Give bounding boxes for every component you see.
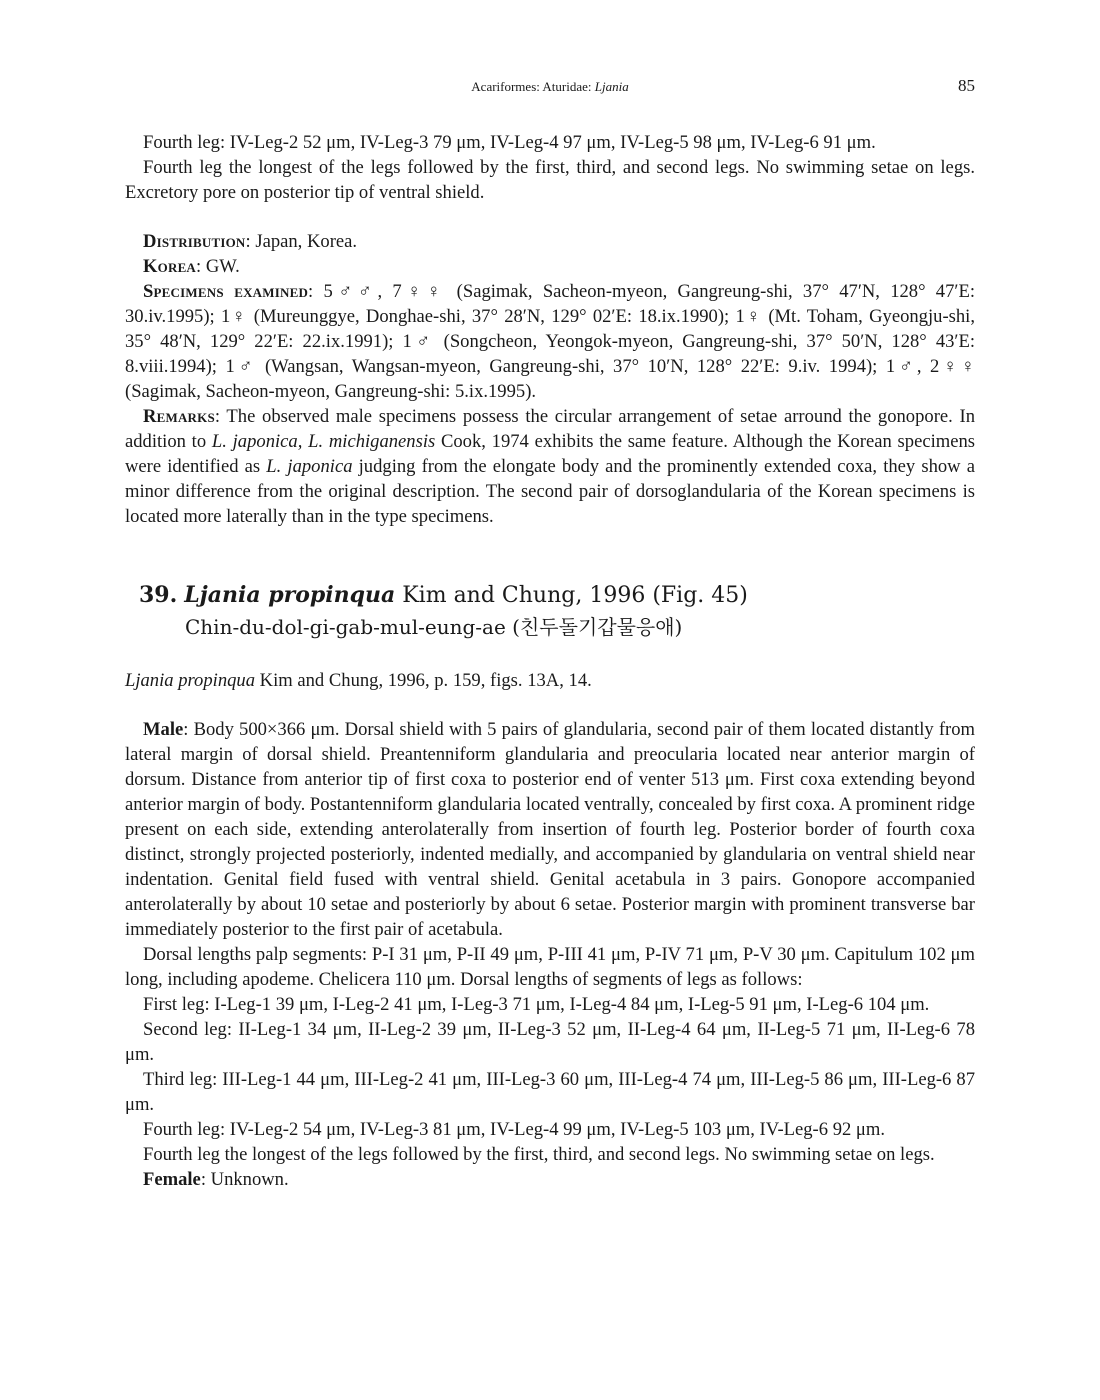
prev-fourth-leg: Fourth leg: IV-Leg-2 52 μm, IV-Leg-3 79 μm, IV-Leg-4 97 μm, IV-Leg-5 98 μm, IV-Leg-6 91 μm.: [143, 132, 876, 153]
palp-measurements: Dorsal lengths palp segments: P-I 31 μm, P-II 49 μm, P-III 41 μm, P-IV 71 μm, P-V 30 μm. Capitulum 102 μm long, including apodeme. Chelicera 110 μm. Dorsal lengths of segments of legs as follows:: [125, 944, 975, 990]
legs-order: Fourth leg the longest of the legs followed by the first, third, and second legs. No swimming setae on legs.: [143, 1144, 935, 1165]
running-head-genus: Ljania: [594, 79, 629, 94]
species-heading: [125, 579, 975, 612]
species-number: 39.: [139, 582, 178, 608]
species-authority: Kim and Chung, 1996 (Fig. 45): [395, 583, 748, 608]
fourth-leg: Fourth leg: IV-Leg-2 54 μm, IV-Leg-3 81 μm, IV-Leg-4 99 μm, IV-Leg-5 103 μm, IV-Leg-6 92 μm.: [143, 1119, 886, 1140]
page-number: 85: [958, 76, 975, 95]
specimens-examined: Specimens examined: 5♂♂, 7♀♀ (Sagimak, Sacheon-myeon, Gangreung-shi, 37° 47′N, 128° 47′E: 30.iv.1995); 1♀ (Mureunggye, Donghae-shi, 37° 28′N, 129° 02′E: 18.ix.1990); 1♀ (Mt. Toham, Gyeongju-shi, 35° 48′N, 129° 22′E: 22.ix.1991); 1♂ (Songcheon, Yeongok-myeon, Gangreung-shi, 37° 50′N, 128° 43′E: 8.viii.1994); 1♂ (Wangsan, Wangsan-myeon, Gangreung-shi, 37° 10′N, 128° 22′E: 9.iv. 1994); 1♂, 2♀♀ (Sagimak, Sacheon-myeon, Gangreung-shi: 5.ix.1995).: [125, 281, 975, 402]
page-body: [125, 130, 975, 1192]
female-label: Female: [143, 1169, 201, 1190]
remarks: Remarks: The observed male specimens possess the circular arrangement of setae arround the gonopore. In addition to L. japonica, L. michiganensis Cook, 1974 exhibits the same feature. Although the Korean specimens were identified as L. japonica judging from the elongate body and the prominently extended coxa, they show a minor difference from the original description. The second pair of dorsoglandularia of the Korean specimens is located more laterally than in the type specimens.: [125, 406, 976, 527]
korea-label: Korea: [143, 256, 197, 277]
species-name: Ljania propinqua: [184, 582, 396, 608]
distribution: Distribution: Japan, Korea.: [143, 231, 358, 252]
species-common-name: Chin-du-dol-gi-gab-mul-eung-ae (친두돌기갑물응애): [185, 615, 683, 639]
running-head: Acariformes: Aturidae: Ljania: [471, 79, 629, 94]
third-leg: Third leg: III-Leg-1 44 μm, III-Leg-2 41 μm, III-Leg-3 60 μm, III-Leg-4 74 μm, III-Leg-5 86 μm, III-Leg-6 87 μm.: [125, 1069, 975, 1115]
prev-legs-order: Fourth leg the longest of the legs followed by the first, third, and second legs. No swimming setae on legs. Excretory pore on posterior tip of ventral shield.: [125, 157, 975, 203]
male-label: Male: [143, 719, 184, 740]
remarks-label: Remarks: [143, 406, 215, 427]
second-leg: Second leg: II-Leg-1 34 μm, II-Leg-2 39 μm, II-Leg-3 52 μm, II-Leg-4 64 μm, II-Leg-5 71 μm, II-Leg-6 78 μm.: [125, 1019, 975, 1065]
page-header: [125, 76, 975, 98]
specimens-label: Specimens examined: [143, 281, 309, 302]
female-description: Female: Unknown.: [143, 1169, 289, 1190]
korea-distribution: Korea: GW.: [143, 256, 240, 277]
synonymy: Ljania propinqua Kim and Chung, 1996, p. 159, figs. 13A, 14.: [125, 670, 592, 691]
distribution-label: Distribution: [143, 231, 246, 252]
male-description: Male: Body 500×366 μm. Dorsal shield with 5 pairs of glandularia, second pair of them located distantly from lateral margin of dorsal shield. Preantenniform glandularia and preocularia located near anterior margin of dorsum. Distance from anterior tip of first coxa to posterior end of venter 513 μm. First coxa extending beyond anterior margin of body. Postantenniform glandularia located ventrally, concealed by first coxa. A prominent ridge present on each side, extending anterolaterally from insertion of fourth leg. Posterior border of fourth coxa distinct, strongly projected posteriorly, indented medially, and accompanied by glandularia on ventral shield near indentation. Genital field fused with ventral shield. Genital acetabula in 3 pairs. Gonopore accompanied anterolaterally by about 10 setae and posteriorly by about 6 setae. Posterior margin with prominent transverse bar immediately posterior to the first pair of acetabula.: [125, 719, 975, 940]
first-leg: First leg: I-Leg-1 39 μm, I-Leg-2 41 μm, I-Leg-3 71 μm, I-Leg-4 84 μm, I-Leg-5 91 μm, I-Leg-6 104 μm.: [143, 994, 930, 1015]
